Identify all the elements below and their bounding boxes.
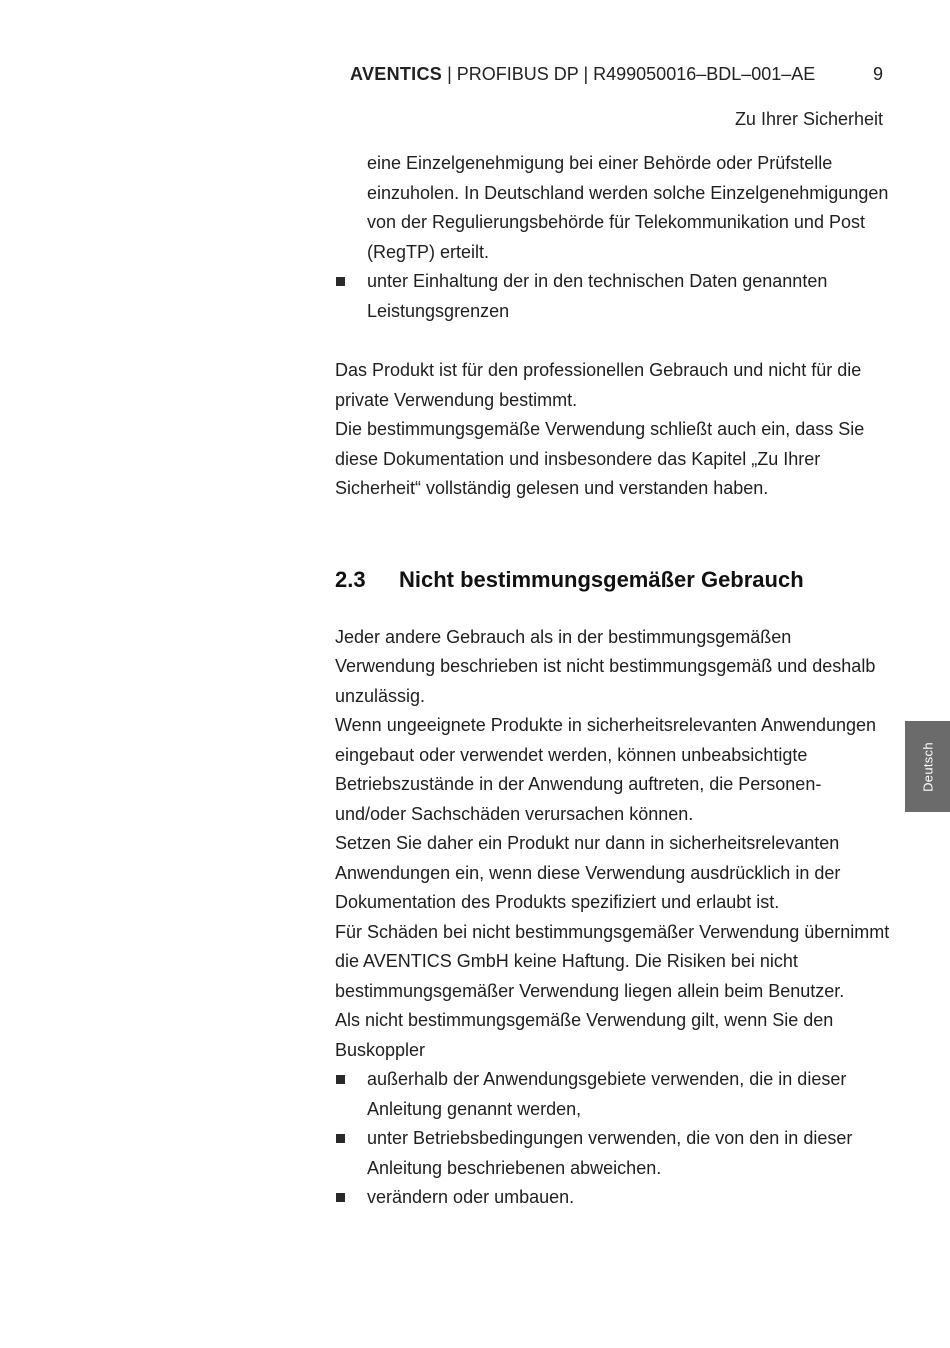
continued-paragraph: eine Einzelgenehmigung bei einer Behörde oder Prüfstelle einzuholen. In Deutschland werden solche Einzelgenehmigungen von der Regulierungsbehörde für Telekommunikation und Post (RegTP) erteilt.: [367, 153, 889, 262]
list-item: [335, 267, 890, 326]
misuse-bullet-list: [335, 1065, 890, 1213]
language-tab-label: Deutsch: [920, 741, 935, 792]
document-info: | PROFIBUS DP | R499050016–BDL–001–AE: [442, 64, 816, 84]
chapter-title: Zu Ihrer Sicherheit: [734, 109, 883, 129]
list-item: [335, 1065, 890, 1124]
running-header: [350, 61, 883, 87]
list-item-text: verändern oder umbauen.: [367, 1187, 575, 1207]
intro-bullet-list: [335, 267, 890, 326]
main-content: [335, 149, 890, 1213]
list-item: [335, 1124, 890, 1183]
paragraph: Das Produkt ist für den professionellen Gebrauch und nicht für die private Verwendung bestimmt.: [335, 360, 862, 410]
square-bullet-icon: [336, 1134, 345, 1143]
section-number: 2.3: [335, 566, 366, 592]
paragraph: Wenn ungeeignete Produkte in sicherheitsrelevanten Anwendungen eingebaut oder verwendet werden, können unbeabsichtigte Betriebszustände in der Anwendung auftreten, die Personen- und/oder Sachschäden verursachen können.: [335, 715, 877, 824]
list-item: [335, 1183, 890, 1213]
page-number: 9: [872, 64, 883, 84]
section-heading-text: Nicht bestimmungsgemäßer Gebrauch: [399, 566, 804, 592]
language-tab: [905, 721, 950, 812]
paragraph: Setzen Sie daher ein Produkt nur dann in sicherheitsrelevanten Anwendungen ein, wenn diese Verwendung ausdrücklich in der Dokumentation des Produkts spezifiziert und erlaubt ist.: [335, 833, 841, 912]
list-item-text: unter Einhaltung der in den technischen Daten genannten Leistungsgrenzen: [367, 271, 828, 321]
paragraph: Als nicht bestimmungsgemäße Verwendung gilt, wenn Sie den Buskoppler: [335, 1010, 834, 1060]
paragraph: Für Schäden bei nicht bestimmungsgemäßer Verwendung übernimmt die AVENTICS GmbH keine Haftung. Die Risiken bei nicht bestimmungsgemäßer Verwendung liegen allein beim Benutzer.: [335, 921, 890, 1001]
square-bullet-icon: [336, 1193, 345, 1202]
paragraph: Jeder andere Gebrauch als in der bestimmungsgemäßen Verwendung beschrieben ist nicht bestimmungsgemäß und deshalb unzulässig.: [335, 626, 876, 706]
square-bullet-icon: [336, 277, 345, 286]
paragraph: Die bestimmungsgemäße Verwendung schließt auch ein, dass Sie diese Dokumentation und insbesondere das Kapitel „Zu Ihrer Sicherheit“ vollständig gelesen und verstanden haben.: [335, 419, 865, 498]
brand-name: AVENTICS: [350, 64, 443, 84]
list-item-text: außerhalb der Anwendungsgebiete verwenden, die in dieser Anleitung genannt werden,: [367, 1069, 847, 1119]
list-item-text: unter Betriebsbedingungen verwenden, die von den in dieser Anleitung beschriebenen abweichen.: [367, 1128, 853, 1178]
section-heading: [335, 565, 890, 595]
square-bullet-icon: [336, 1075, 345, 1084]
